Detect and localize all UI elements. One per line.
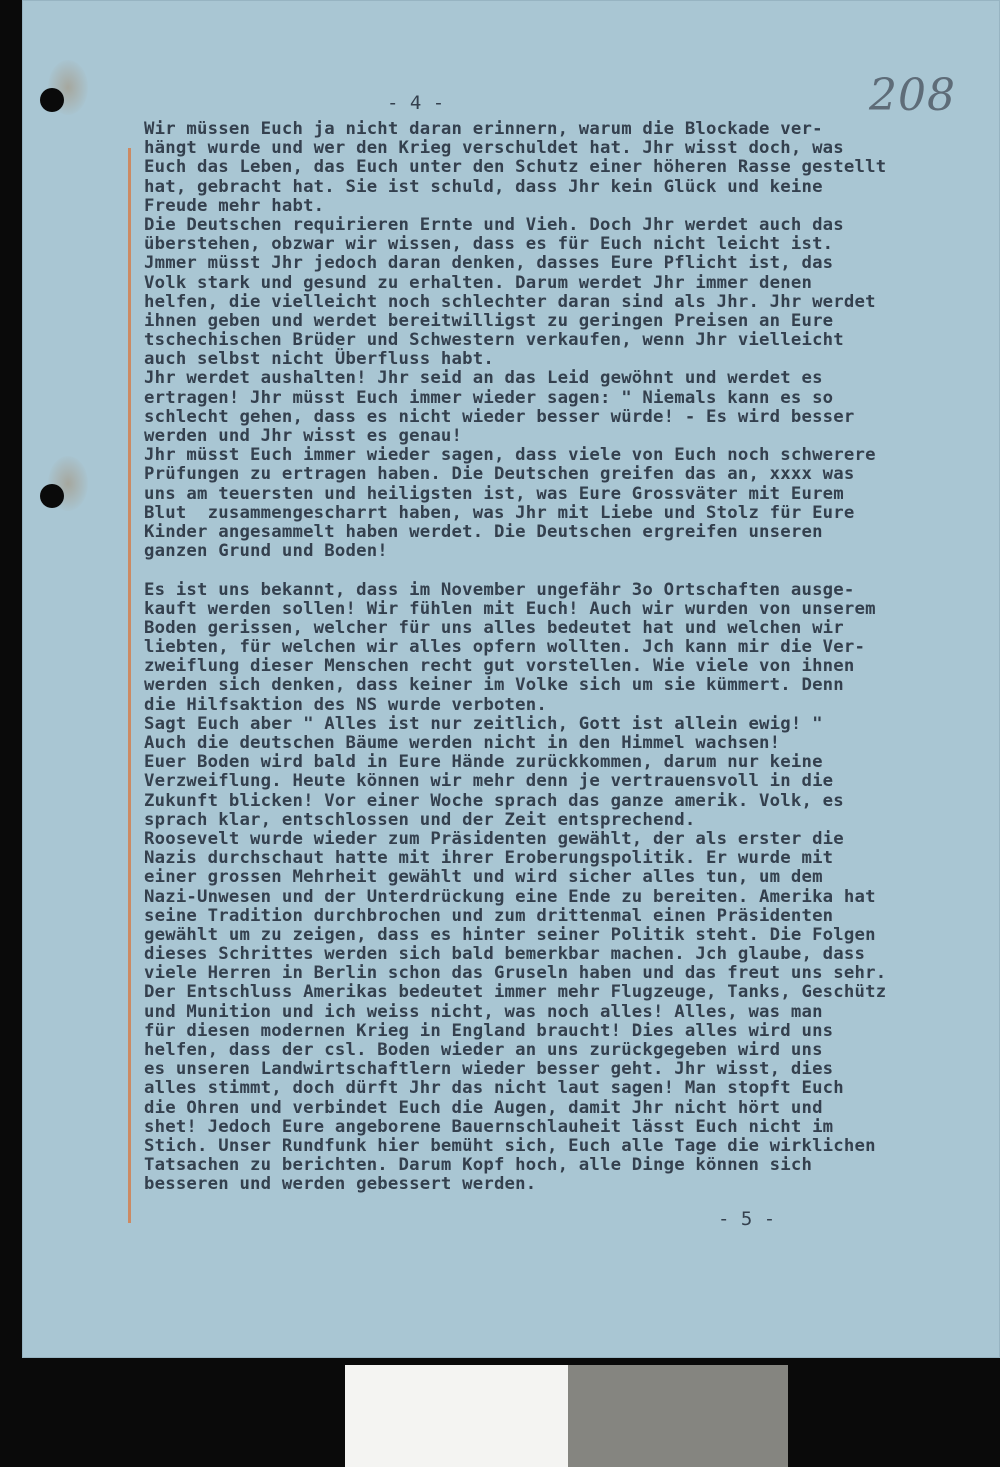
page-footer: - 5 -	[718, 1208, 776, 1230]
text-line: Roosevelt wurde wieder zum Präsidenten gewählt, der als erster die	[144, 828, 844, 849]
gray-calibration-card	[568, 1365, 788, 1467]
text-line: Jhr müsst Euch immer wieder sagen, dass viele von Euch noch schwerere	[144, 445, 876, 466]
text-line: Wir müssen Euch ja nicht daran erinnern, warum die Blockade ver-	[144, 119, 823, 139]
text-line: besseren und werden gebessert werden.	[144, 1174, 537, 1195]
text-line: hat, gebracht hat. Sie ist schuld, dass Jhr kein Glück und keine	[144, 176, 823, 197]
text-line: seine Tradition durchbrochen und zum drittenmal einen Präsidenten	[144, 905, 834, 926]
text-line: viele Herren in Berlin schon das Gruseln haben und das freut uns sehr.	[144, 963, 887, 984]
text-line: helfen, die vielleicht noch schlechter daran sind als Jhr. Jhr werdet	[144, 291, 876, 312]
text-line: Euch das Leben, das Euch unter den Schutz einer höheren Rasse gestellt	[144, 157, 887, 178]
page-header: - 4 -	[387, 92, 445, 114]
text-line: Blut zusammengescharrt haben, was Jhr mit Liebe und Stolz für Eure	[144, 502, 855, 523]
text-line: für diesen modernen Krieg in England braucht! Dies alles wird uns	[144, 1020, 834, 1041]
text-line: ganzen Grund und Boden!	[144, 541, 388, 562]
text-line: hängt wurde und wer den Krieg verschuldet hat. Jhr wisst doch, was	[144, 138, 844, 159]
text-line: Boden gerissen, welcher für uns alles bedeutet hat und welchen wir	[144, 617, 844, 638]
text-line: helfen, dass der csl. Boden wieder an uns zurückgegeben wird uns	[144, 1040, 823, 1060]
document-page	[22, 0, 1000, 1358]
archive-number: 208	[869, 70, 956, 121]
text-line: Die Deutschen requirieren Ernte und Vieh. Doch Jhr werdet auch das	[144, 214, 844, 235]
text-line: Kinder angesammelt haben werdet. Die Deutschen ergreifen unseren	[144, 521, 823, 542]
text-line: Freude mehr habt.	[144, 195, 325, 216]
paragraph-gap	[144, 561, 974, 580]
text-line: überstehen, obzwar wir wissen, dass es für Euch nicht leicht ist.	[144, 234, 834, 255]
white-calibration-card	[345, 1365, 568, 1467]
text-line: tschechischen Brüder und Schwestern verkaufen, wenn Jhr vielleicht	[144, 330, 844, 351]
text-line: kauft werden sollen! Wir fühlen mit Euch! Auch wir wurden von unserem	[144, 598, 876, 619]
text-line: es unseren Landwirtschaftlern wieder besser geht. Jhr wisst, dies	[144, 1059, 834, 1080]
text-line: zweiflung dieser Menschen recht gut vorstellen. Wie viele von ihnen	[144, 656, 855, 677]
text-line: Jhr werdet aushalten! Jhr seid an das Leid gewöhnt und werdet es	[144, 368, 823, 389]
text-line: Auch die deutschen Bäume werden nicht in den Himmel wachsen!	[144, 733, 781, 753]
text-line: Volk stark und gesund zu erhalten. Darum werdet Jhr immer denen	[144, 272, 813, 293]
text-line: dieses Schrittes werden sich bald bemerkbar machen. Jch glaube, dass	[144, 944, 866, 965]
text-line: die Ohren und verbindet Euch die Augen, damit Jhr nicht hört und	[144, 1097, 823, 1118]
text-line: Verzweiflung. Heute können wir mehr denn je vertrauensvoll in die	[144, 771, 834, 792]
text-line: Zukunft blicken! Vor einer Woche sprach das ganze amerik. Volk, es	[144, 790, 844, 811]
text-line: Prüfungen zu ertragen haben. Die Deutschen greifen das an, xxxx was	[144, 464, 855, 485]
text-line: Tatsachen zu berichten. Darum Kopf hoch, alle Dinge können sich	[144, 1155, 813, 1176]
text-line: ertragen! Jhr müsst Euch immer wieder sagen: " Niemals kann es so	[144, 387, 834, 408]
punch-hole-top	[40, 88, 64, 112]
text-line: die Hilfsaktion des NS wurde verboten.	[144, 694, 547, 715]
text-line: uns am teuersten und heiligsten ist, was Eure Grossväter mit Eurem	[144, 483, 844, 504]
text-line: Nazi-Unwesen und der Unterdrückung eine Ende zu bereiten. Amerika hat	[144, 886, 876, 907]
text-line: Stich. Unser Rundfunk hier bemüht sich, Euch alle Tage die wirklichen	[144, 1135, 876, 1156]
text-line: werden und Jhr wisst es genau!	[144, 426, 463, 446]
typewritten-body	[144, 120, 974, 1195]
text-line: Es ist uns bekannt, dass im November ungefähr 3o Ortschaften ausge-	[144, 579, 855, 600]
text-line: liebten, für welchen wir alles opfern wollten. Jch kann mir die Ver-	[144, 637, 866, 658]
text-line: ihnen geben und werdet bereitwilligst zu geringen Preisen an Eure	[144, 310, 834, 331]
text-line: alles stimmt, doch dürft Jhr das nicht laut sagen! Man stopft Euch	[144, 1078, 844, 1099]
text-line: und Munition und ich weiss nicht, was noch alles! Alles, was man	[144, 1001, 823, 1022]
text-line: Nazis durchschaut hatte mit ihrer Eroberungspolitik. Er wurde mit	[144, 848, 834, 869]
text-line: schlecht gehen, dass es nicht wieder besser würde! - Es wird besser	[144, 406, 855, 427]
text-line: shet! Jedoch Eure angeborene Bauernschlauheit lässt Euch nicht im	[144, 1116, 834, 1137]
text-line: werden sich denken, dass keiner im Volke sich um sie kümmert. Denn	[144, 675, 844, 696]
text-line: sprach klar, entschlossen und der Zeit entsprechend.	[144, 809, 696, 830]
text-line: Sagt Euch aber " Alles ist nur zeitlich, Gott ist allein ewig! "	[144, 713, 823, 734]
text-line: auch selbst nicht Überfluss habt.	[144, 349, 494, 370]
margin-line	[128, 148, 131, 1223]
punch-hole-bottom	[40, 484, 64, 508]
text-line: Euer Boden wird bald in Eure Hände zurückkommen, darum nur keine	[144, 752, 823, 773]
text-line: Der Entschluss Amerikas bedeutet immer mehr Flugzeuge, Tanks, Geschütz	[144, 982, 887, 1003]
text-line: gewählt um zu zeigen, dass es hinter seiner Politik steht. Die Folgen	[144, 924, 876, 945]
text-line: Jmmer müsst Jhr jedoch daran denken, dasses Eure Pflicht ist, das	[144, 253, 834, 274]
text-line: einer grossen Mehrheit gewählt und wird sicher alles tun, um dem	[144, 867, 823, 888]
